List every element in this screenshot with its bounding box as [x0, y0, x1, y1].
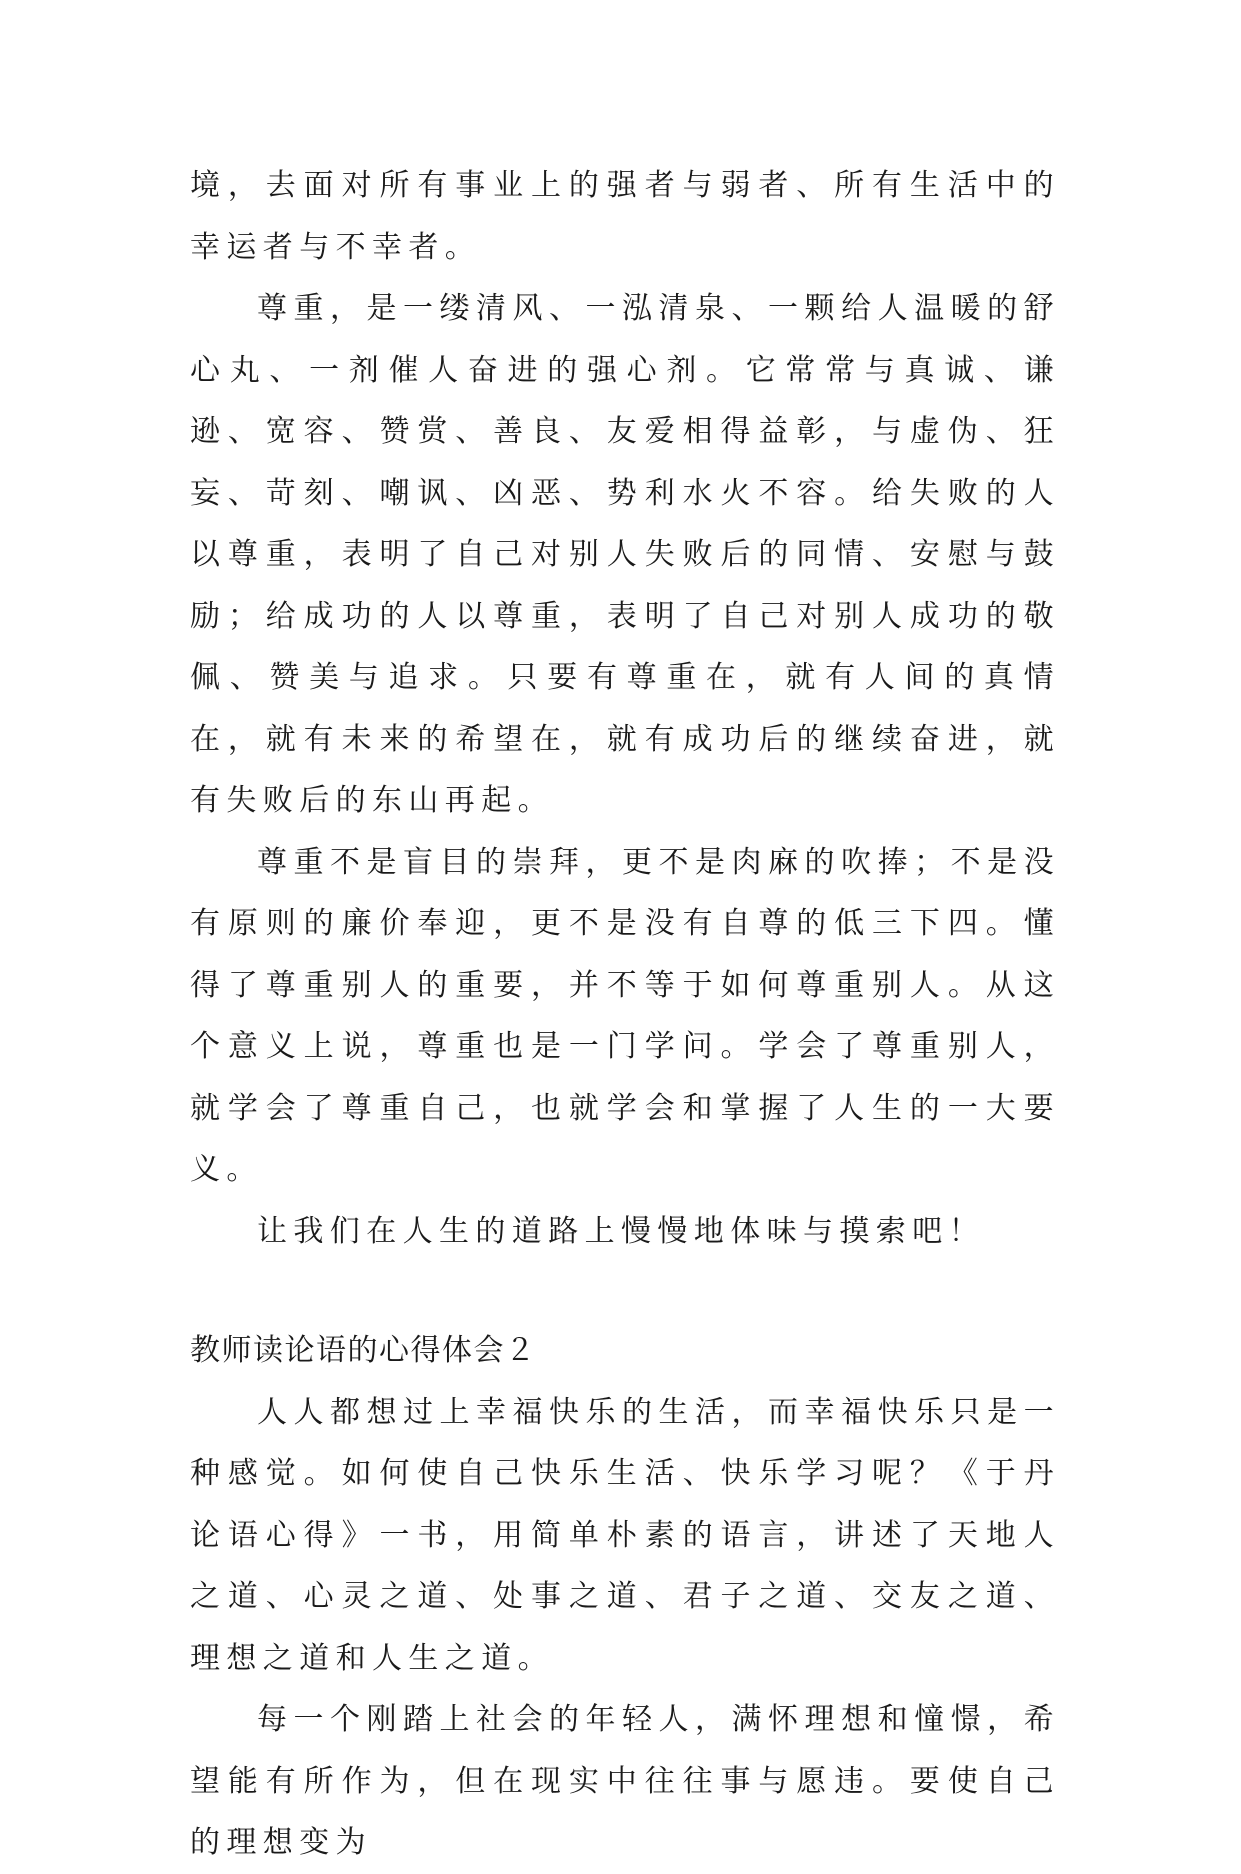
- paragraph-happiness: 人人都想过上幸福快乐的生活，而幸福快乐只是一种感觉。如何使自己快乐生活、快乐学习呢？《于丹论语心得》一书，用简单朴素的语言，讲述了天地人之道、心灵之道、处事之道、君子之道、交友之道、理想之道和人生之道。: [190, 1394, 1060, 1676]
- paragraph-respect-definition: 尊重，是一缕清风、一泓清泉、一颗给人温暖的舒心丸、一剂催人奋进的强心剂。它常常与真诚、谦逊、宽容、赞赏、善良、友爱相得益彰，与虚伪、狂妄、苛刻、嘲讽、凶恶、势利水火不容。给失败的人以尊重，表明了自己对别人失败后的同情、安慰与鼓励；给成功的人以尊重，表明了自己对别人成功的敬佩、赞美与追求。只要有尊重在，就有人间的真情在，就有未来的希望在，就有成功后的继续奋进，就有失败后的东山再起。: [190, 291, 1060, 818]
- paragraph-closing: 让我们在人生的道路上慢慢地体味与摸索吧！: [257, 1213, 985, 1249]
- section-title: 教师读论语的心得体会２: [190, 1333, 537, 1368]
- paragraph-young-people: 每一个刚踏上社会的年轻人，满怀理想和憧憬，希望能有所作为，但在现实中往往事与愿违。要使自己的理想变为: [190, 1702, 1060, 1860]
- paragraph-respect-meaning: 尊重不是盲目的崇拜，更不是肉麻的吹捧；不是没有原则的廉价奉迎，更不是没有自尊的低三下四。懂得了尊重别人的重要，并不等于如何尊重别人。从这个意义上说，尊重也是一门学问。学会了尊重别人，就学会了尊重自己，也就学会和掌握了人生的一大要义。: [190, 844, 1060, 1187]
- paragraph-continuation: 境，去面对所有事业上的强者与弱者、所有生活中的幸运者与不幸者。: [190, 168, 1060, 265]
- document-body: [190, 155, 1060, 1874]
